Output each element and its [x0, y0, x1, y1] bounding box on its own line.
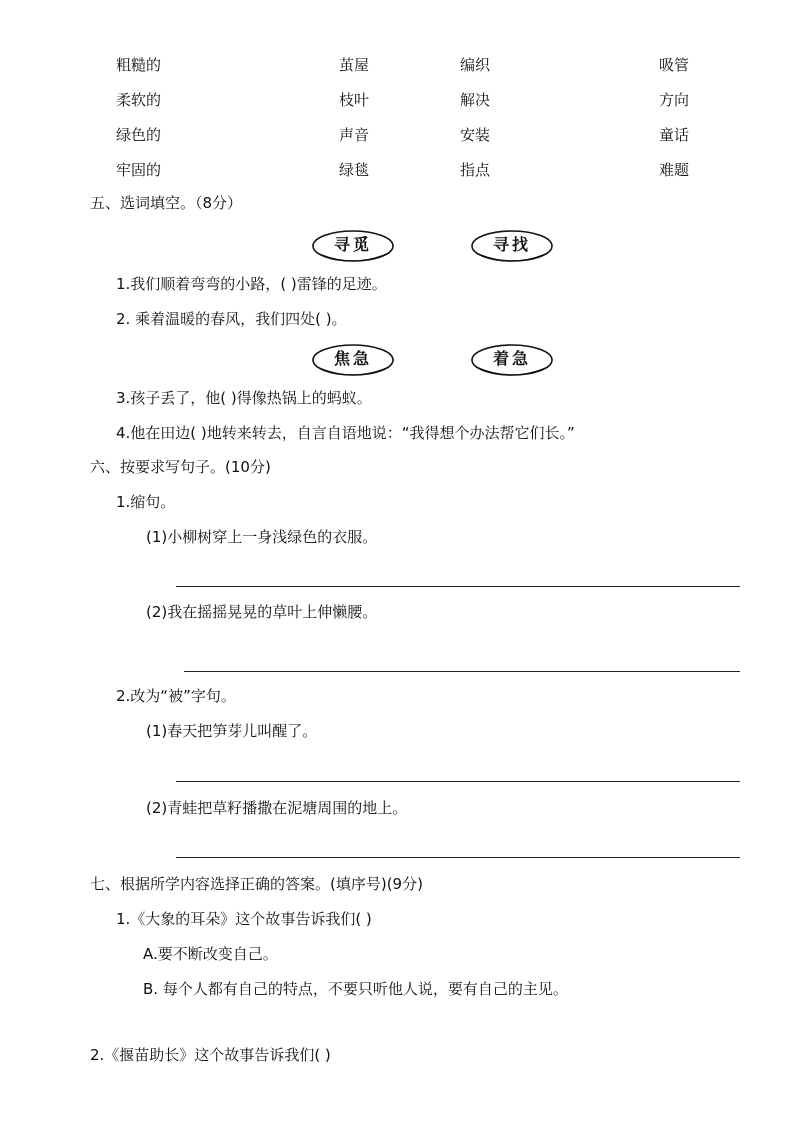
- word-plate: [470, 229, 554, 265]
- match-word: 声音: [339, 126, 370, 144]
- answer-option: A.要不断改变自己。: [143, 945, 278, 963]
- section-title: 六、按要求写句子。(10分): [90, 458, 271, 476]
- match-word: 茧屋: [339, 56, 370, 74]
- plate-word: 着急: [492, 349, 531, 368]
- match-word: 绿色的: [116, 126, 162, 144]
- word-plate: [311, 343, 395, 379]
- question: 2.《揠苗助长》这个故事告诉我们( ): [90, 1046, 331, 1064]
- question: 1.缩句。: [116, 493, 176, 511]
- word-plate: [311, 229, 395, 265]
- question-sentence: (2)青蛙把草籽播撒在泥塘周围的地上。: [146, 799, 408, 817]
- fill-blank-item: 4.他在田边( )地转来转去，自言自语地说：“我得想个办法帮它们长。”: [116, 424, 575, 442]
- question-sentence: (1)小柳树穿上一身浅绿色的衣服。: [146, 528, 378, 546]
- plate-word: 焦急: [333, 349, 372, 368]
- question: 1.《大象的耳朵》这个故事告诉我们( ): [116, 910, 372, 928]
- match-word: 童话: [659, 126, 690, 144]
- fill-blank-item: 3.孩子丢了，他( )得像热锅上的蚂蚁。: [116, 389, 372, 407]
- question-sentence: (2)我在摇摇晃晃的草叶上伸懒腰。: [146, 603, 378, 621]
- plate-word: 寻觅: [333, 235, 372, 254]
- answer-line[interactable]: [176, 781, 740, 782]
- answer-line[interactable]: [176, 586, 740, 587]
- match-word: 吸管: [659, 56, 690, 74]
- match-word: 枝叶: [339, 91, 370, 109]
- answer-option: B. 每个人都有自己的特点，不要只听他人说，要有自己的主见。: [143, 980, 568, 998]
- match-word: 指点: [460, 161, 491, 179]
- question: 2.改为“被”字句。: [116, 687, 236, 705]
- match-word: 绿毯: [339, 161, 370, 179]
- match-word: 牢固的: [116, 161, 162, 179]
- match-word: 柔软的: [116, 91, 162, 109]
- match-word: 方向: [659, 91, 690, 109]
- match-word: 解决: [460, 91, 491, 109]
- fill-blank-item: 1.我们顺着弯弯的小路，( )雷锋的足迹。: [116, 275, 387, 293]
- answer-line[interactable]: [176, 857, 740, 858]
- question-sentence: (1)春天把笋芽儿叫醒了。: [146, 722, 318, 740]
- plate-word: 寻找: [492, 235, 531, 254]
- match-word: 编织: [460, 56, 491, 74]
- match-word: 难题: [659, 161, 690, 179]
- match-word: 粗糙的: [116, 56, 162, 74]
- answer-line[interactable]: [184, 671, 740, 672]
- fill-blank-item: 2. 乘着温暖的春风，我们四处( )。: [116, 310, 347, 328]
- section-title: 五、选词填空。（8分）: [90, 194, 243, 212]
- word-plate: [470, 343, 554, 379]
- section-title: 七、根据所学内容选择正确的答案。(填序号)(9分): [90, 875, 423, 893]
- match-word: 安装: [460, 126, 491, 144]
